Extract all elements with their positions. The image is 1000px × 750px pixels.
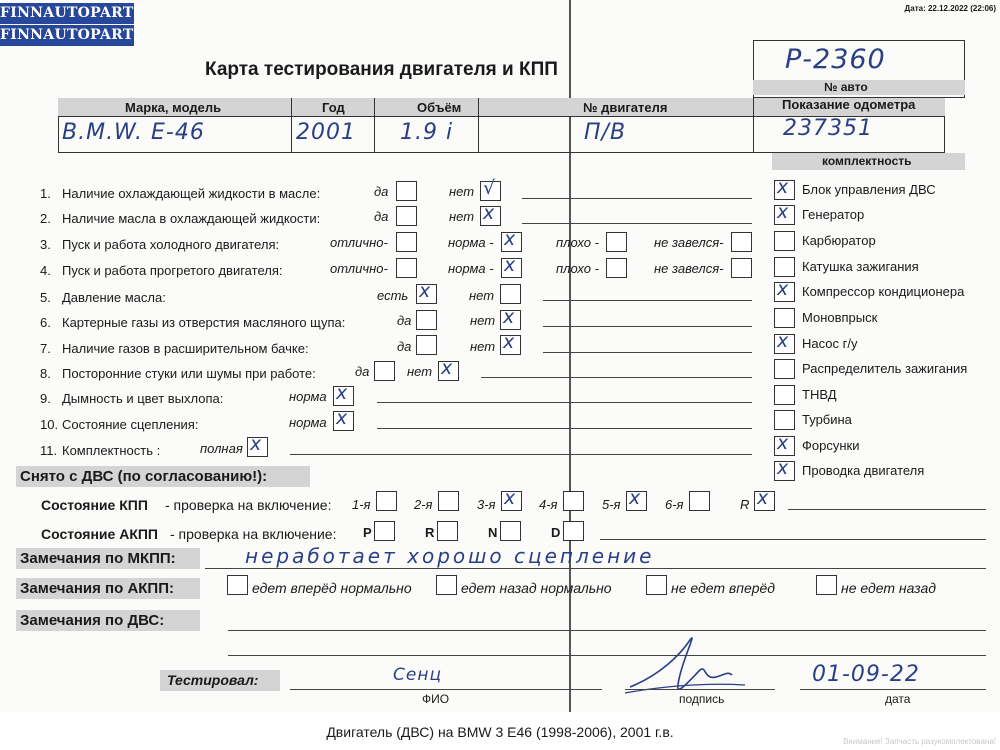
check-num-6: 6.	[40, 315, 51, 330]
checkbox-6-da[interactable]	[416, 310, 437, 330]
check-label-10: Состояние сцепления:	[62, 417, 199, 432]
equip-label-7: Распределитель зажигания	[802, 361, 968, 376]
equip-label-1: Генератор	[802, 207, 865, 222]
check-num-4: 4.	[40, 263, 51, 278]
equip-checkbox-3[interactable]	[774, 257, 795, 277]
checkbox-2-da[interactable]	[396, 206, 417, 226]
kpp-label: Состояние КПП	[41, 497, 148, 513]
equip-label-2: Карбюратор	[802, 233, 876, 248]
check-label-11: Комплектность :	[62, 443, 161, 458]
brand-logo-2: FINNAUTOPARTS	[0, 25, 134, 46]
checkbox-7-da[interactable]	[416, 335, 437, 355]
equip-checkbox-1[interactable]: x	[774, 205, 795, 225]
check-num-11: 11.	[40, 443, 58, 458]
check-num-7: 7.	[40, 341, 51, 356]
date-handwritten: 01-09-22	[812, 662, 920, 687]
checkbox-2-net[interactable]: x	[480, 206, 501, 226]
gear-checkbox-4[interactable]	[563, 491, 584, 511]
akpp-remark-label-0: едет вперёд нормально	[252, 580, 412, 596]
date-label: дата	[885, 692, 911, 706]
check-label-5: Давление масла:	[62, 290, 166, 305]
gear-label: 2-я	[414, 497, 433, 512]
akpp-checkbox-p[interactable]	[374, 521, 395, 541]
akpp-checkbox-n[interactable]	[500, 521, 521, 541]
opt-label: нет	[449, 209, 475, 224]
checkbox-10-norma[interactable]: x	[333, 411, 354, 431]
odometer-label: Показание одометра	[782, 97, 916, 112]
equip-label-10: Форсунки	[802, 438, 860, 453]
equip-label-9: Турбина	[802, 412, 852, 427]
check-num-3: 3.	[40, 237, 51, 252]
check-label-9: Дымность и цвет выхлопа:	[62, 391, 224, 406]
opt-label: нет	[407, 364, 433, 379]
equip-label-6: Насос г/у	[802, 336, 858, 351]
make-handwritten: B.M.W. E-46	[62, 120, 205, 145]
opt-label: плохо -	[556, 261, 599, 276]
check-label-2: Наличие масла в охлаждающей жидкости:	[62, 211, 321, 226]
opt-label: не завелся-	[654, 261, 724, 276]
gear-checkbox-3[interactable]: x	[501, 491, 522, 511]
gear-checkbox-r[interactable]: x	[754, 491, 775, 511]
akpp-gear-label: N	[488, 525, 498, 540]
signature-label: подпись	[679, 692, 725, 706]
checkbox-4-norma[interactable]: x	[501, 258, 522, 278]
fio-handwritten: Сенц	[393, 665, 443, 685]
volume-handwritten: 1.9 i	[400, 120, 454, 145]
mkpp-remarks-handwritten: неработает хорошо сцепление	[245, 544, 655, 568]
equip-label-11: Проводка двигателя	[802, 463, 925, 478]
volume-label: Объём	[417, 100, 462, 115]
checkbox-1-net[interactable]: √	[480, 181, 501, 201]
opt-label: норма	[289, 389, 327, 404]
akpp-label: Состояние АКПП	[41, 526, 158, 542]
mkpp-remarks-label: Замечания по МКПП:	[20, 550, 176, 567]
opt-label: отлично-	[330, 235, 388, 250]
opt-label: плохо -	[556, 235, 599, 250]
akpp-suffix: - проверка на включение:	[170, 526, 337, 542]
opt-label: нет	[449, 184, 475, 199]
equip-label-4: Компрессор кондиционера	[802, 284, 965, 299]
kpp-suffix: - проверка на включение:	[165, 497, 332, 513]
check-label-6: Картерные газы из отверстия масляного щупа:	[62, 315, 346, 330]
opt-label: да	[397, 339, 412, 354]
checkbox-7-net[interactable]: x	[500, 335, 521, 355]
opt-label: да	[355, 364, 370, 379]
checkbox-5-est[interactable]: x	[416, 284, 437, 304]
akpp-remark-label-2: не едет вперёд	[671, 580, 776, 596]
car-number-handwritten: Р-2360	[785, 44, 886, 75]
opt-label: да	[397, 313, 412, 328]
photo-caption: Двигатель (ДВС) на BMW 3 E46 (1998-2006), 2001 г.в.	[326, 724, 674, 740]
car-number-label: № авто	[824, 80, 868, 94]
checkbox-3-ne-zavelsya[interactable]	[731, 232, 752, 252]
gear-label: R	[740, 497, 750, 512]
opt-label: нет	[470, 339, 496, 354]
opt-label: отлично-	[330, 261, 388, 276]
gear-checkbox-2[interactable]	[438, 491, 459, 511]
checkbox-3-norma[interactable]: x	[501, 232, 522, 252]
checkbox-8-da[interactable]	[374, 361, 395, 381]
equip-checkbox-8[interactable]	[774, 385, 795, 405]
check-num-1: 1.	[40, 186, 51, 201]
date-stamp: Дата: 22.12.2022 (22:06)	[904, 4, 996, 13]
equip-checkbox-2[interactable]	[774, 231, 795, 251]
check-num-10: 10.	[40, 417, 59, 432]
gear-label: 3-я	[477, 497, 496, 512]
akpp-checkbox-r[interactable]	[437, 521, 458, 541]
opt-label: норма -	[448, 261, 494, 276]
make-label: Марка, модель	[125, 100, 222, 115]
checkbox-4-otlichno[interactable]	[396, 258, 417, 278]
equip-checkbox-9[interactable]	[774, 410, 795, 430]
gear-label: 5-я	[602, 497, 621, 512]
check-num-8: 8.	[40, 366, 51, 381]
opt-label: да	[374, 209, 389, 224]
equip-checkbox-0[interactable]: x	[774, 180, 795, 200]
checkbox-1-da[interactable]	[396, 181, 417, 201]
check-label-3: Пуск и работа холодного двигателя:	[62, 237, 280, 252]
akpp-remark-checkbox-0[interactable]	[227, 575, 248, 595]
equip-label-5: Моновпрыск	[802, 310, 878, 325]
gear-label: 4-я	[539, 497, 558, 512]
check-num-2: 2.	[40, 211, 51, 226]
akpp-remark-checkbox-2[interactable]	[646, 575, 667, 595]
gear-checkbox-5[interactable]: x	[626, 491, 647, 511]
brand-logo: FINNAUTOPARTS	[0, 3, 134, 24]
engine-number-handwritten: П/В	[584, 120, 627, 145]
dvs-remarks-label: Замечания по ДВС:	[20, 612, 165, 629]
equip-checkbox-11[interactable]: x	[774, 461, 795, 481]
akpp-remark-checkbox-3[interactable]	[816, 575, 837, 595]
gear-checkbox-6[interactable]	[689, 491, 710, 511]
akpp-gear-label: P	[363, 525, 372, 540]
odometer-handwritten: 237351	[783, 116, 873, 141]
opt-label: есть	[377, 288, 409, 303]
equip-checkbox-10[interactable]: x	[774, 436, 795, 456]
equip-checkbox-6[interactable]: x	[774, 334, 795, 354]
opt-label: полная	[200, 441, 243, 456]
year-label: Год	[322, 100, 345, 115]
opt-label: да	[374, 184, 389, 199]
gear-checkbox-1[interactable]	[376, 491, 397, 511]
equip-label-0: Блок управления ДВС	[802, 182, 936, 197]
equipment-title: комплектность	[822, 154, 912, 168]
tested-label: Тестировал:	[167, 672, 259, 688]
page-title: Карта тестирования двигателя и КПП	[205, 59, 558, 80]
opt-label: норма	[289, 415, 327, 430]
checkbox-3-otlichno[interactable]	[396, 232, 417, 252]
fio-label: ФИО	[422, 692, 450, 706]
akpp-checkbox-d[interactable]	[563, 521, 584, 541]
checkbox-6-net[interactable]: x	[500, 310, 521, 330]
checkbox-4-ne-zavelsya[interactable]	[731, 258, 752, 278]
checkbox-11-polnaya[interactable]: x	[247, 437, 268, 457]
equip-checkbox-4[interactable]: x	[774, 282, 795, 302]
check-label-8: Посторонние стуки или шумы при работе:	[62, 366, 316, 381]
engine-number-label: № двигателя	[583, 100, 668, 115]
checkbox-8-net[interactable]: x	[438, 361, 459, 381]
checkbox-3-plokho[interactable]	[606, 232, 627, 252]
removed-section-title: Снято с ДВС (по согласованию!):	[20, 468, 268, 485]
gear-label: 1-я	[352, 497, 371, 512]
checkbox-5-net[interactable]	[500, 284, 521, 304]
opt-label: норма -	[448, 235, 494, 250]
check-num-5: 5.	[40, 290, 51, 305]
check-label-4: Пуск и работа прогретого двигателя:	[62, 263, 283, 278]
year-handwritten: 2001	[296, 120, 356, 145]
akpp-remarks-label: Замечания по АКПП:	[20, 580, 174, 597]
equip-checkbox-5[interactable]	[774, 308, 795, 328]
checkbox-9-norma[interactable]: x	[333, 386, 354, 406]
check-label-7: Наличие газов в расширительном бачке:	[62, 341, 309, 356]
akpp-remark-checkbox-1[interactable]	[436, 575, 457, 595]
watermark: Внимание! Запчасть разукомплектована!	[843, 737, 996, 746]
akpp-gear-label: D	[551, 525, 561, 540]
equip-label-3: Катушка зажигания	[802, 259, 919, 274]
check-label-1: Наличие охлаждающей жидкости в масле:	[62, 186, 321, 201]
opt-label: нет	[469, 288, 495, 303]
check-num-9: 9.	[40, 391, 51, 406]
equip-label-8: ТНВД	[802, 387, 837, 402]
akpp-gear-label: R	[425, 525, 435, 540]
akpp-remark-label-3: не едет назад	[841, 580, 936, 596]
gear-label: 6-я	[665, 497, 684, 512]
opt-label: не завелся-	[654, 235, 724, 250]
equip-checkbox-7[interactable]	[774, 359, 795, 379]
akpp-remark-label-1: едет назад нормально	[461, 580, 612, 596]
checkbox-4-plokho[interactable]	[606, 258, 627, 278]
opt-label: нет	[470, 313, 496, 328]
